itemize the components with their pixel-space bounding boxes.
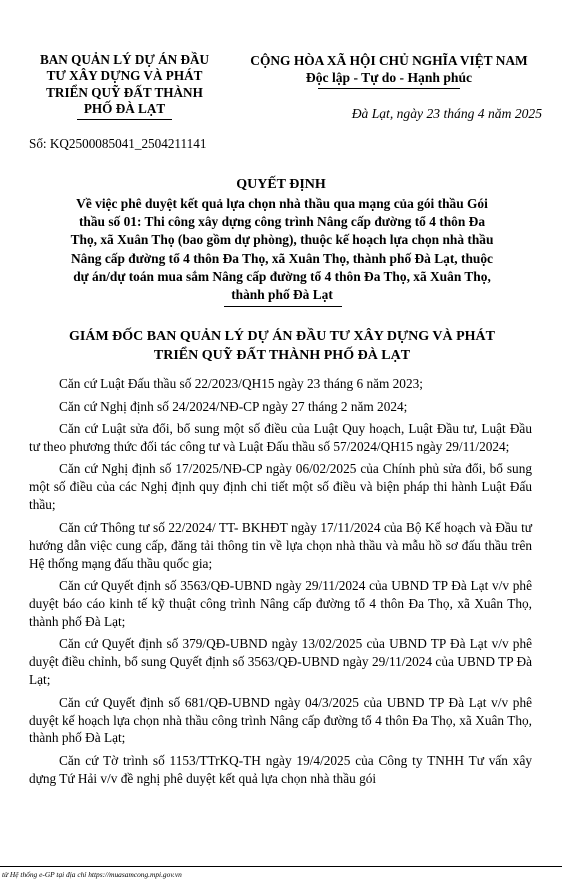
legal-basis-paragraph: Căn cứ Quyết định số 379/QĐ-UBND ngày 13/02/2025 của UBND TP Đà Lạt v/v phê duyệt điều chỉnh, bổ sung Quyết định số 3563/QĐ-UBND ngày 29/11/2024 của UBND TP Đà Lạt; — [29, 636, 532, 688]
agency-line: PHỐ ĐÀ LẠT — [83, 100, 166, 116]
agency-line: TƯ XÂY DỰNG VÀ PHÁT — [46, 68, 203, 84]
agency-line: BAN QUẢN LÝ DỰ ÁN ĐẦU — [39, 52, 210, 67]
subject-line: Về việc phê duyệt kết quả lựa chọn nhà thầu qua mạng của gói thầu Gói — [76, 196, 488, 211]
issuing-authority — [30, 328, 534, 365]
nation-name: CỘNG HÒA XÃ HỘI CHỦ NGHĨA VIỆT NAM — [250, 53, 528, 68]
national-header — [224, 52, 554, 89]
legal-basis-paragraph: Căn cứ Thông tư số 22/2024/ TT- BKHĐT ngày 17/11/2024 của Bộ Kế hoạch và Đầu tư hướng dẫn việc cung cấp, đăng tải thông tin về lựa chọn nhà thầu và mẫu hồ sơ đấu thầu trên Hệ thống mạng đấu thầu quốc gia; — [29, 519, 532, 571]
legal-basis-paragraph: Căn cứ Quyết định số 3563/QĐ-UBND ngày 29/11/2024 của UBND TP Đà Lạt v/v phê duyệt báo cáo kinh tế kỹ thuật công trình Nâng cấp đường tổ 4 thôn Đa Thọ, xã Xuân Thọ, thành phố Đà Lạt; — [29, 578, 532, 629]
agency-header — [22, 52, 227, 120]
agency-line: TRIỂN QUỸ ĐẤT THÀNH — [46, 84, 203, 100]
legal-basis-paragraph: Căn cứ Luật Đấu thầu số 22/2023/QH15 ngày 23 tháng 6 năm 2023; — [59, 376, 423, 391]
footer-source-note: từ Hệ thống e-GP tại địa chỉ https://muasamcong.mpi.gov.vn — [2, 870, 182, 879]
legal-basis-paragraph: Căn cứ Tờ trình số 1153/TTrKQ-TH ngày 19/4/2025 của Công ty TNHH Tư vấn xây dựng Tứ Hải v/v đề nghị phê duyệt kết quả lựa chọn nhà thầu gói — [29, 752, 532, 786]
document-number: Số: KQ2500085041_2504211141 — [29, 136, 207, 151]
document-title: QUYẾT ĐỊNH — [236, 177, 326, 192]
authority-line: GIÁM ĐỐC BAN QUẢN LÝ DỰ ÁN ĐẦU TƯ XÂY DỰNG VÀ PHÁT — [69, 329, 495, 344]
legal-basis-paragraph: Căn cứ Luật sửa đổi, bổ sung một số điều của Luật Quy hoạch, Luật Đầu tư, Luật Đầu tư theo phương thức đối tác công tư và Luật Đấu thầu số 57/2024/QH15 ngày 29/11/2024; — [29, 421, 532, 454]
legal-basis-paragraph: Căn cứ Nghị định số 17/2025/NĐ-CP ngày 06/02/2025 của Chính phủ sửa đổi, bổ sung một số điều của các Nghị định quy định chi tiết một số điều và biện pháp thi hành Luật Đấu thầu; — [29, 461, 532, 513]
subject-line: Nâng cấp đường tổ 4 thôn Đa Thọ, xã Xuân Thọ, thành phố Đà Lạt, thuộc — [70, 250, 493, 266]
footer-divider — [0, 866, 562, 867]
legal-basis-paragraph: Căn cứ Quyết định số 681/QĐ-UBND ngày 04/3/2025 của UBND TP Đà Lạt v/v phê duyệt kế hoạch lựa chọn nhà thầu công trình Nâng cấp đường tổ 4 thôn Đa Thọ, xã Xuân Thọ, thành phố Đà Lạt; — [29, 694, 532, 746]
authority-line: TRIỂN QUỸ ĐẤT THÀNH PHỐ ĐÀ LẠT — [153, 347, 411, 363]
subject-line: dự án/dự toán mua sắm Nâng cấp đường tổ 4 thôn Đa Thọ, xã Xuân Thọ, — [73, 268, 491, 284]
motto-underline — [318, 88, 460, 89]
subject-line: thầu số 01: Thi công xây dựng công trình Nâng cấp đường tổ 4 thôn Đa — [78, 214, 486, 230]
subject-line: Thọ, xã Xuân Thọ (bao gồm dự phòng), thuộc kế hoạch lựa chọn nhà thầu — [70, 232, 494, 248]
document-subject — [30, 195, 534, 304]
legal-basis-paragraph: Căn cứ Nghị định số 24/2024/NĐ-CP ngày 27 tháng 2 năm 2024; — [59, 398, 408, 414]
subject-underline — [224, 306, 342, 307]
subject-line: thành phố Đà Lạt — [231, 287, 333, 303]
agency-underline — [77, 119, 172, 120]
nation-motto: Độc lập - Tự do - Hạnh phúc — [305, 70, 473, 85]
issue-date: Đà Lạt, ngày 23 tháng 4 năm 2025 — [351, 106, 542, 121]
legal-basis-body — [29, 375, 532, 792]
